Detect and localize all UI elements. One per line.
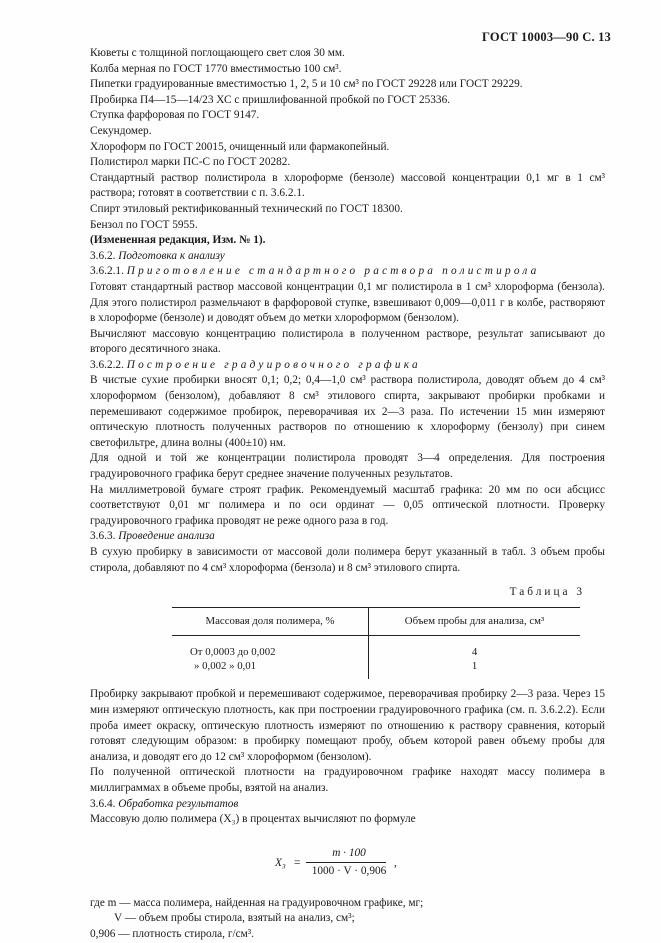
revision-note: (Измененная редакция, Изм. № 1). bbox=[90, 234, 266, 247]
section-3-6-2 bbox=[90, 249, 605, 265]
paragraph: В сухую пробирку в зависимости от массовой доли полимера берут указанный в табл. 3 объем пробы стирола, добавляют по 4 см³ хлороформа (бензола) и 8 см³ этилового спирта. bbox=[90, 546, 605, 574]
definition-m: где m — масса полимера, найденная на градуировочном графике, мг; bbox=[90, 896, 424, 909]
formula-lhs: X₃ bbox=[275, 856, 286, 869]
formula-definitions bbox=[90, 896, 605, 943]
section-3-6-2-1 bbox=[90, 264, 605, 280]
table-header-sample-volume: Объем пробы для анализа, см³ bbox=[369, 607, 580, 636]
formula-comma: , bbox=[394, 856, 397, 869]
page-header: ГОСТ 10003—90 С. 13 bbox=[482, 30, 611, 44]
table-row bbox=[172, 636, 580, 660]
table-cell: От 0,0003 до 0,002 bbox=[172, 636, 369, 660]
paragraph: Для одной и той же концентрации полистирола проводят 3—4 определения. Для построения градуировочного графика берут среднее значение полученных результатов. bbox=[90, 452, 605, 481]
equipment-item: Полистирол марки ПС-С по ГОСТ 20282. bbox=[90, 156, 291, 169]
section-title: Построение градуировочного графика bbox=[126, 358, 421, 371]
table-cell: » 0,002 » 0,01 bbox=[172, 659, 369, 679]
paragraph: По полученной оптической плотности на градуировочном графике находят массу полимера в миллиграммах в объеме пробы, взятой на анализ. bbox=[90, 766, 605, 794]
paragraph: Готовят стандартный раствор массовой концентрации 0,1 мг полистирола в 1 см³ хлороформа (бензола). Для этого полистирол размельчают в фарфоровой ступке, взвешивают 0,009—0,011 г в колбе, растворяют в хлороформе (бензоле) и доводят объем до метки хлороформом (бензолом). bbox=[90, 280, 605, 325]
formula-denominator: 1000 · V · 0,906 bbox=[311, 864, 387, 877]
table-header-mass-fraction: Массовая доля полимера, % bbox=[172, 607, 369, 636]
section-number: 3.6.2.1. bbox=[90, 265, 124, 278]
paragraph: Массовую долю полимера (X₃) в процентах вычисляют по формуле bbox=[90, 813, 416, 826]
equipment-item: Кюветы с толщиной поглощающего свет слоя 30 мм. bbox=[90, 47, 345, 59]
section-title: Приготовление стандартного раствора полистирола bbox=[126, 265, 540, 278]
paragraph: Вычисляют массовую концентрацию полистирола в полученном растворе, результат записывают до второго десятичного знака. bbox=[90, 327, 605, 356]
equipment-item: Ступка фарфоровая по ГОСТ 9147. bbox=[90, 109, 260, 122]
equipment-item: Хлороформ по ГОСТ 20015, очищенный или фармакопейный. bbox=[90, 140, 390, 153]
equipment-item: Секундомер. bbox=[90, 124, 152, 137]
reagent-benzene: Бензол по ГОСТ 5955. bbox=[90, 218, 198, 231]
table-row bbox=[172, 659, 580, 679]
document-body bbox=[90, 46, 605, 943]
equipment-item: Колба мерная по ГОСТ 1770 вместимостью 100 см³. bbox=[90, 62, 342, 75]
section-title: Проведение анализа bbox=[118, 530, 215, 543]
table-cell: 4 bbox=[471, 646, 478, 659]
definition-v: V — объем пробы стирола, взятый на анализ, см³; bbox=[114, 912, 355, 925]
section-3-6-3 bbox=[90, 529, 605, 545]
section-number: 3.6.4. bbox=[90, 797, 116, 810]
paragraph: Пробирку закрывают пробкой и перемешивают содержимое, переворачивая пробирку 2—3 раза. Через 15 мин измеряют оптическую плотность, как при построении градуировочного графика (см. п. 3.6.2.2). Если проба имеет окраску, оптическую плотность измеряют по отношению к раствору сравнения, который готовят следующим образом: в пробирку помещают пробу, объем которой равен объему пробы для анализа, и доводят его до 12 см³ хлороформом (бензолом). bbox=[90, 688, 605, 763]
section-3-6-2-2 bbox=[90, 358, 605, 374]
fraction-bar bbox=[306, 862, 386, 863]
section-number: 3.6.3. bbox=[90, 530, 116, 543]
paragraph-standard-solution: Стандартный раствор полистирола в хлороформе (бензоле) массовой концентрации 0,1 мг в 1 см³ раствора; готовят в соответствии с п. 3.6.2.1. bbox=[90, 171, 605, 200]
table-cell: 1 bbox=[471, 660, 478, 673]
paragraph: В чистые сухие пробирки вносят 0,1; 0,2; 0,4—1,0 см³ раствора полистирола, доводят объем до 4 см³ хлороформом (бензолом), добавляют 8 см³ этилового спирта, закрывают пробирки пробками и перемешивают содержимое пробирок, переворачивая их 2—3 раза. По истечении 15 мин измеряют оптическую плотность полученных растворов по отношению к хлороформу (бензолу) при синем светофильтре, длина волны (400±10) нм. bbox=[90, 374, 605, 449]
formula-equals: = bbox=[294, 856, 301, 869]
paragraph: На миллиметровой бумаге строят график. Рекомендуемый масштаб графика: 20 мм по оси абсцисс соответствуют 0,01 мг полимера и по оси ординат — 0,05 оптической плотности. Проверку градуировочного графика проводят не реже одного раза в год. bbox=[90, 483, 605, 527]
section-3-6-4 bbox=[90, 797, 605, 813]
section-title: Подготовка к анализу bbox=[118, 249, 225, 262]
section-number: 3.6.2. bbox=[90, 249, 116, 262]
formula-numerator: m · 100 bbox=[332, 846, 366, 859]
equipment-item: Пробирка П4—15—14/23 ХС с пришлифованной пробкой по ГОСТ 25336. bbox=[90, 93, 451, 106]
equipment-item: Пипетки градуированные вместимостью 1, 2, 5 и 10 см³ по ГОСТ 29228 или ГОСТ 29229. bbox=[90, 78, 523, 91]
section-number: 3.6.2.2. bbox=[90, 358, 124, 371]
table-3 bbox=[172, 607, 580, 680]
reagent-ethanol: Спирт этиловый ректификованный технический по ГОСТ 18300. bbox=[90, 202, 403, 215]
table-caption: Таблица 3 bbox=[509, 586, 585, 599]
formula bbox=[90, 834, 605, 890]
definition-density: 0,906 — плотность стирола, г/см³. bbox=[90, 927, 254, 940]
section-title: Обработка результатов bbox=[118, 797, 239, 810]
